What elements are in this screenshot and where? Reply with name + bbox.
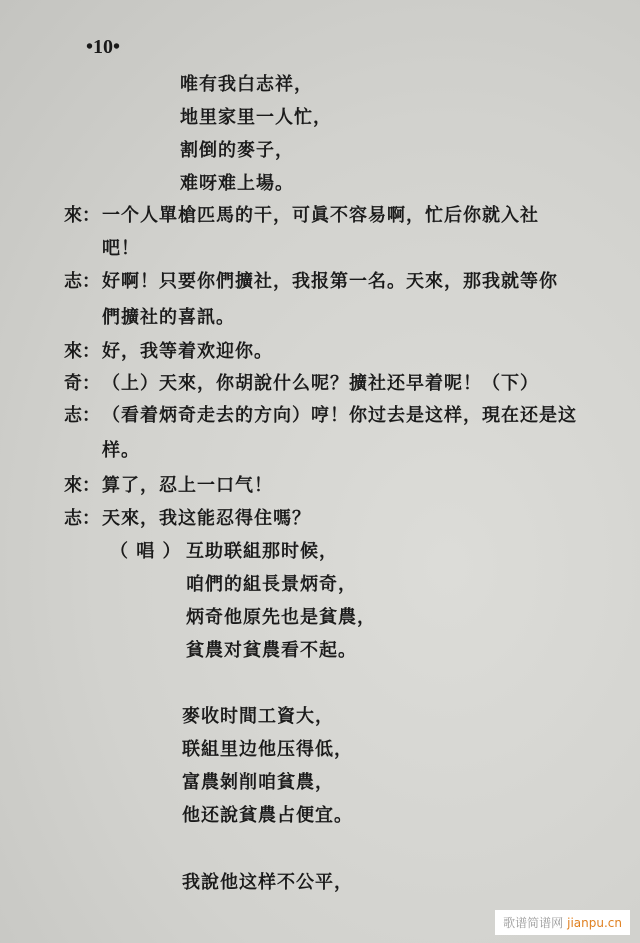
song-line: 我說他这样不公平， bbox=[182, 872, 353, 893]
song-line: 富農剝削咱貧農， bbox=[182, 772, 334, 793]
song-line: 互助联組那时候， bbox=[186, 541, 338, 562]
speaker-label: 來： bbox=[64, 475, 100, 496]
dialogue-line: 一个人單槍匹馬的干，可眞不容易啊，忙后你就入社 bbox=[102, 205, 539, 226]
dialogue-line: 算了，忍上一口气！ bbox=[102, 475, 273, 496]
speaker-label: 志： bbox=[64, 508, 100, 529]
dialogue-line: 們擴社的喜訊。 bbox=[102, 307, 235, 328]
speaker-label: 來： bbox=[64, 341, 100, 362]
speaker-label: 志： bbox=[64, 271, 100, 292]
watermark-domain: jianpu.cn bbox=[567, 916, 622, 930]
song-cue: （ 唱 ） bbox=[110, 541, 182, 562]
dialogue-line: （看着炳奇走去的方向）哼！你过去是这样，現在还是这 bbox=[102, 405, 577, 426]
verse-line: 难呀难上場。 bbox=[180, 173, 294, 194]
verse-line: 唯有我白志祥， bbox=[180, 74, 313, 95]
song-line: 麥收时間工資大， bbox=[182, 706, 334, 727]
watermark bbox=[495, 910, 630, 935]
song-line: 貧農对貧農看不起。 bbox=[186, 640, 357, 661]
dialogue-line: 吧！ bbox=[102, 238, 140, 259]
verse-line: 地里家里一人忙， bbox=[180, 107, 332, 128]
dialogue-line: 天來，我这能忍得住嗎？ bbox=[102, 508, 311, 529]
dialogue-line: （上）天來，你胡說什么呢？擴社还早着呢！（下） bbox=[102, 373, 539, 394]
song-line: 咱們的組長景炳奇， bbox=[186, 574, 357, 595]
speaker-label: 志： bbox=[64, 405, 100, 426]
dialogue-line: 好，我等着欢迎你。 bbox=[102, 341, 273, 362]
song-line: 联組里边他压得低， bbox=[182, 739, 353, 760]
song-line: 他还說貧農占便宜。 bbox=[182, 805, 353, 826]
song-line: 炳奇他原先也是貧農， bbox=[186, 607, 376, 628]
dialogue-line: 样。 bbox=[102, 440, 140, 461]
watermark-text: 歌谱简谱网 bbox=[503, 916, 564, 930]
speaker-label: 奇： bbox=[64, 373, 100, 394]
dialogue-line: 好啊！只要你們擴社，我报第一名。天來，那我就等你 bbox=[102, 271, 558, 292]
verse-line: 割倒的麥子， bbox=[180, 140, 294, 161]
speaker-label: 來： bbox=[64, 205, 100, 226]
page-number: •10• bbox=[86, 36, 121, 58]
